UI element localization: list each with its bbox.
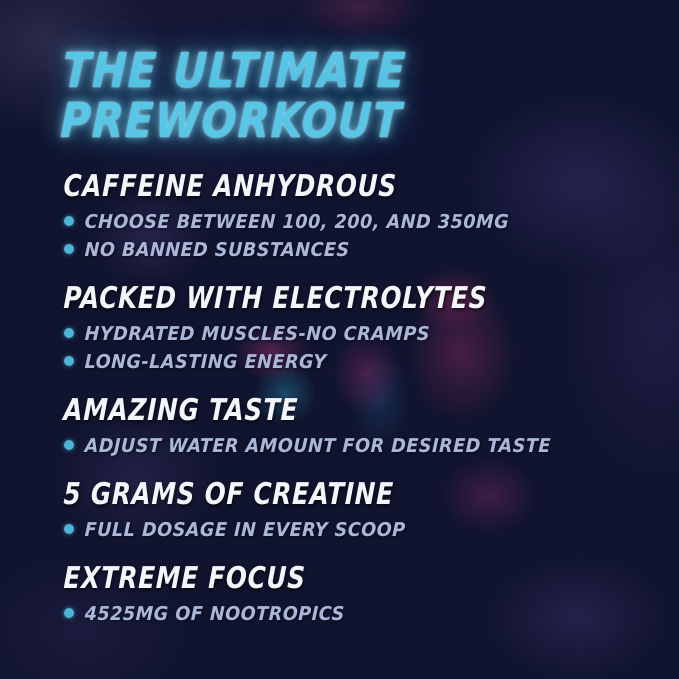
list-item (64, 211, 659, 233)
bullet-text: NO BANNED SUBSTANCES (84, 238, 351, 261)
bullet-list (64, 435, 659, 457)
section-heading: PACKED WITH ELECTROLYTES (63, 280, 488, 316)
list-item (64, 323, 659, 345)
bullet-dot-icon (64, 216, 74, 226)
bullet-list (64, 603, 659, 625)
poster-title (59, 43, 570, 150)
section-heading: CAFFEINE ANHYDROUS (63, 168, 398, 204)
bullet-dot-icon (64, 328, 74, 338)
bullet-text: CHOOSE BETWEEN 100, 200, AND 350MG (84, 210, 510, 233)
section-focus (63, 560, 659, 625)
bullet-dot-icon (64, 356, 74, 366)
section-heading: EXTREME FOCUS (63, 560, 307, 596)
poster-title-line-2: PREWORKOUT (59, 93, 404, 150)
bullet-dot-icon (64, 524, 74, 534)
section-creatine (63, 476, 659, 541)
bullet-list (64, 519, 659, 541)
poster-title-line-1: THE ULTIMATE (61, 43, 408, 99)
list-item (64, 435, 659, 457)
section-taste (63, 392, 659, 457)
bullet-text: FULL DOSAGE IN EVERY SCOOP (84, 518, 406, 541)
bullet-dot-icon (64, 244, 74, 254)
section-heading: AMAZING TASTE (63, 392, 299, 428)
bullet-list (64, 323, 659, 373)
list-item (64, 519, 659, 541)
bullet-text: HYDRATED MUSCLES-NO CRAMPS (84, 322, 431, 345)
section-caffeine (63, 168, 659, 261)
section-electrolytes (63, 280, 659, 373)
bullet-list (64, 211, 659, 261)
list-item (64, 239, 659, 261)
bullet-text: 4525MG OF NOOTROPICS (84, 602, 346, 625)
list-item (64, 351, 659, 373)
bullet-text: LONG-LASTING ENERGY (84, 350, 327, 373)
bullet-text: ADJUST WATER AMOUNT FOR DESIRED TASTE (84, 434, 552, 457)
bullet-dot-icon (64, 440, 74, 450)
section-heading: 5 GRAMS OF CREATINE (63, 476, 395, 512)
list-item (64, 603, 659, 625)
bullet-dot-icon (64, 608, 74, 618)
